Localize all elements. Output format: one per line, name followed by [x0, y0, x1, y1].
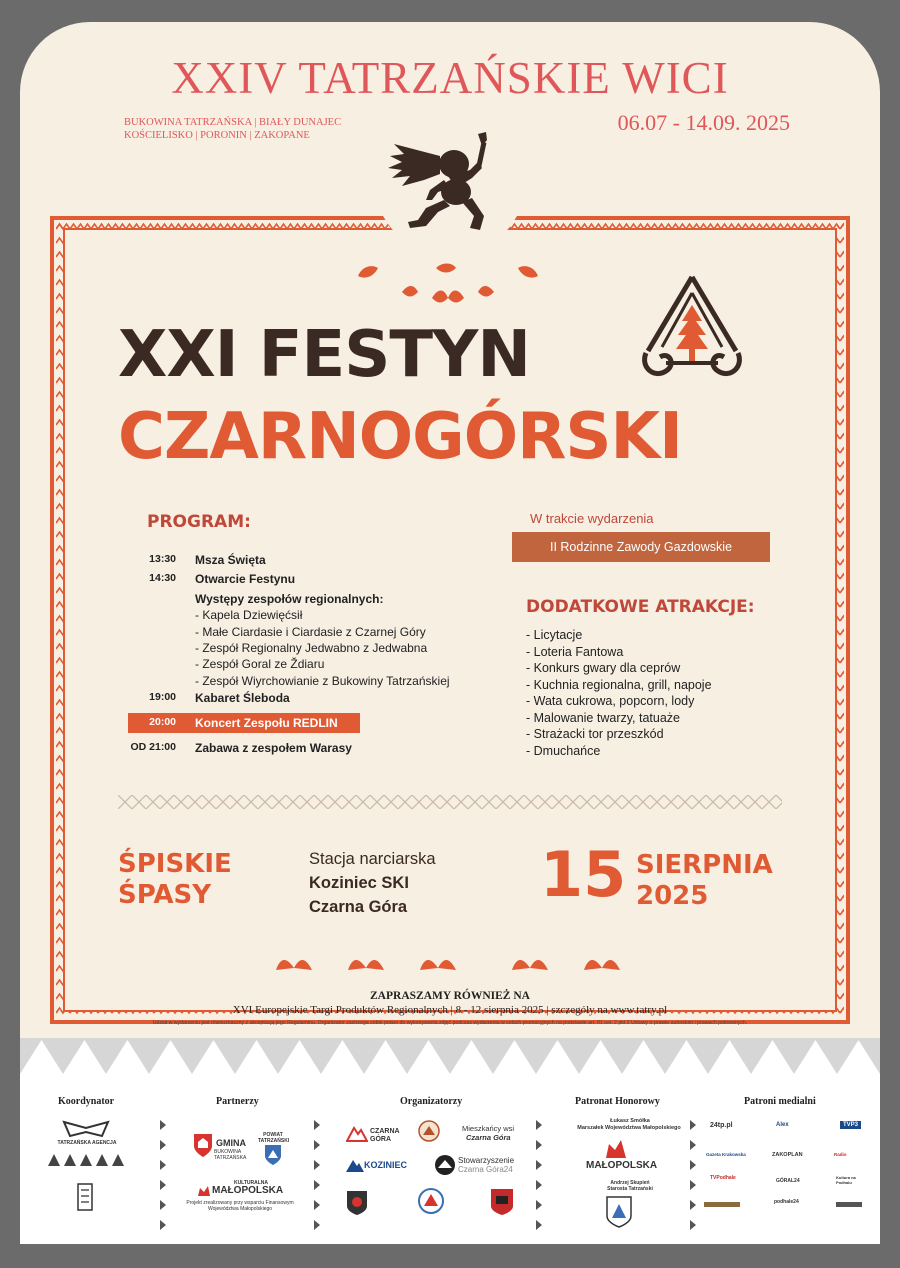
- attraction-item: - Kuchnia regionalna, grill, napoje: [526, 678, 712, 692]
- program-time: 14:30: [149, 572, 176, 584]
- event-month-year: [636, 850, 773, 912]
- program-time: 13:30: [149, 553, 176, 565]
- event-day: 15: [540, 838, 627, 911]
- main-title: XXIV TATRZAŃSKIE WICI: [171, 53, 729, 103]
- czarna-gora-logo-icon: [346, 1124, 368, 1142]
- media-podhale24: podhale24: [774, 1199, 799, 1205]
- patron-starosta-title: Starosta Tatrzański: [607, 1186, 653, 1192]
- koziniec-logo-icon: [346, 1158, 364, 1172]
- invite-text: [0, 989, 900, 1017]
- malopolska-logo-icon: [606, 1140, 626, 1158]
- program-time: OD 21:00: [130, 741, 176, 753]
- partner-powiat: POWIAT TATRZAŃSKI: [258, 1132, 290, 1144]
- during-event-box: II Rodzinne Zawody Gazdowskie: [512, 532, 770, 562]
- band-item: - Zespół Goral ze Ždiaru: [195, 657, 325, 671]
- patron-malopolska: MAŁOPOLSKA: [586, 1160, 658, 1171]
- event-title-line-2: CZARNOGÓRSKI: [118, 400, 682, 474]
- decorative-leaves-bottom: [272, 950, 632, 976]
- patron-marszalek: Łukasz Smółka: [610, 1118, 650, 1124]
- towns-line-1: BUKOWINA TATRZAŃSKA | BIAŁY DUNAJEC: [124, 117, 342, 128]
- program-event: Otwarcie Festynu: [195, 572, 296, 586]
- org-stowarzyszenie: Stowarzyszenie: [458, 1156, 515, 1165]
- program-list: [128, 0, 508, 800]
- org-czarna-gora: CZARNA GÓRA: [370, 1128, 400, 1143]
- coordinator-ornament-icon: [48, 1152, 124, 1166]
- stowarzyszenie-logo-icon: [434, 1154, 456, 1176]
- venue: [309, 847, 436, 919]
- gmina-crest-icon: [192, 1132, 214, 1158]
- event-title-line-1: XXI FESTYN: [118, 318, 530, 392]
- org-emblem-icon: [418, 1186, 444, 1216]
- attraction-item: - Konkurs gwary dla ceprów: [526, 661, 681, 675]
- program-event: Kabaret Śleboda: [195, 691, 290, 705]
- program-event: Msza Święta: [195, 553, 266, 567]
- attraction-item: - Strażacki tor przeszkód: [526, 727, 664, 741]
- tatra-county-crest-icon: [606, 1196, 632, 1228]
- partner-gmina-sub: BUKOWINA TATRZAŃSKA: [214, 1149, 247, 1161]
- venue-name-1: Koziniec SKI: [309, 874, 409, 892]
- media-logo-bar: [704, 1202, 740, 1207]
- patron-starosta: Andrzej Skupień: [610, 1180, 650, 1186]
- media-zakoplan: ZAKOPLAN: [772, 1152, 803, 1158]
- honorary-patronage-heading: Patronat Honorowy: [575, 1096, 660, 1107]
- attraction-item: - Dmuchańce: [526, 744, 601, 758]
- media-24tp: 24tp.pl: [710, 1122, 733, 1129]
- event-year: 2025: [636, 881, 709, 911]
- program-heading: PROGRAM:: [147, 512, 251, 532]
- legal-note: Udział w wydarzeniu jest równoznaczny z akceptacją jego Regulaminu. Organizator zastrzega sobie prawo do wykonywania zdjęć podczas wydarzenia w celach promocyjnych na podstawie art. 81 ust. 2 pkt 2 Ustawy o prawie autorskim i prawach pokrewnych.: [152, 1020, 748, 1026]
- media-alex: Alex: [776, 1122, 789, 1128]
- org-fire-badge-icon: [490, 1188, 514, 1216]
- org-mieszkancy: Mieszkańcy wsi: [462, 1124, 515, 1133]
- separator-arrows-icon: [534, 1120, 544, 1230]
- coordinator-emblem-icon: [76, 1182, 94, 1212]
- coordinator-heading: Koordynator: [58, 1096, 115, 1107]
- malopolska-logo-icon: [198, 1186, 210, 1196]
- separator-arrows-icon: [158, 1120, 168, 1230]
- powiat-crest-icon: [264, 1144, 282, 1166]
- media-tvp3: TVP3: [840, 1121, 861, 1129]
- attraction-item: - Loteria Fantowa: [526, 645, 624, 659]
- festival-dates: 06.07 - 14.09. 2025: [617, 110, 790, 135]
- attraction-item: - Licytacje: [526, 628, 583, 642]
- program-time: 19:00: [149, 691, 176, 703]
- org-badge-icon: [346, 1190, 368, 1216]
- venue-name-2: Czarna Góra: [309, 898, 408, 916]
- org-crest-icon: [418, 1120, 440, 1142]
- program-event: Występy zespołów regionalnych:: [195, 592, 384, 606]
- partners-heading: Partnerzy: [216, 1096, 259, 1107]
- event-month: SIERPNIA: [636, 850, 773, 880]
- venue-label: Stacja narciarska: [309, 850, 436, 868]
- org-koziniec: KOZINIEC: [364, 1160, 408, 1170]
- partner-kulturalna: KULTURALNA: [233, 1180, 269, 1186]
- partner-malopolska: MAŁOPOLSKA: [212, 1185, 284, 1196]
- coordinator-name: TATRZAŃSKA AGENCJA: [57, 1140, 117, 1146]
- attraction-item: - Wata cukrowa, popcorn, lody: [526, 694, 695, 708]
- band-item: - Kapela Dziewięćsił: [195, 608, 303, 622]
- media-tvpodhale: TVPodhale: [710, 1175, 736, 1181]
- band-item: - Zespół Wiyrchowianie z Bukowiny Tatrzańskiej: [195, 674, 450, 688]
- zigzag-divider: [118, 795, 782, 809]
- media-radio: Radio: [834, 1152, 847, 1157]
- organizers-heading: Organizatorzy: [400, 1096, 463, 1107]
- spiskie-spasy-title: [118, 849, 232, 911]
- patron-marszalek-title: Marszałek Województwa Małopolskiego: [577, 1125, 681, 1131]
- media-kultura: Kultura na Podhalu: [836, 1175, 856, 1185]
- triangle-border: [20, 1038, 880, 1074]
- org-stowarzyszenie-2: Czarna Góra24: [458, 1165, 513, 1174]
- spiskie-line-1: ŚPISKIE: [118, 849, 232, 879]
- program-event: Zabawa z zespołem Warasy: [195, 741, 352, 755]
- mountain-spruce-emblem: [636, 271, 748, 383]
- coordinator-logo-icon: [62, 1118, 110, 1140]
- org-mieszkancy-2: Czarna Góra: [466, 1133, 511, 1142]
- invite-line-1: ZAPRASZAMY RÓWNIEŻ NA: [370, 990, 530, 1002]
- media-gazeta: Gazeta Krakowska: [706, 1152, 746, 1157]
- invite-line-2: XVI Europejskie Targi Produktów Regionalnych | 8 - 12 sierpnia 2025 | szczegóły na www.tatry.pl: [232, 1004, 668, 1016]
- media-patrons-heading: Patroni medialni: [744, 1096, 816, 1107]
- spiskie-line-2: ŚPASY: [118, 880, 212, 910]
- attraction-item: - Malowanie twarzy, tatuaże: [526, 711, 680, 725]
- partner-gmina: GMINA: [216, 1138, 246, 1148]
- attractions-heading: DODATKOWE ATRAKCJE:: [526, 597, 755, 617]
- band-item: - Zespół Regionalny Jedwabno z Jedwabna: [195, 641, 428, 655]
- band-item: - Małe Ciardasie i Ciardasie z Czarnej Góry: [195, 625, 426, 639]
- partner-note: Projekt zrealizowany przy wsparciu Finansowym Województwa Małopolskiego: [186, 1200, 294, 1212]
- separator-arrows-icon: [688, 1120, 698, 1230]
- towns-line-2: KOŚCIELISKO | PORONIN | ZAKOPANE: [124, 130, 310, 141]
- program-time: 20:00: [149, 716, 176, 728]
- during-event-label: W trakcie wydarzenia: [530, 511, 654, 526]
- program-event: Koncert Zespołu REDLIN: [195, 716, 338, 730]
- media-logo-bar: [836, 1202, 862, 1207]
- media-goral24: GÓRAL24: [776, 1178, 800, 1184]
- separator-arrows-icon: [312, 1120, 322, 1230]
